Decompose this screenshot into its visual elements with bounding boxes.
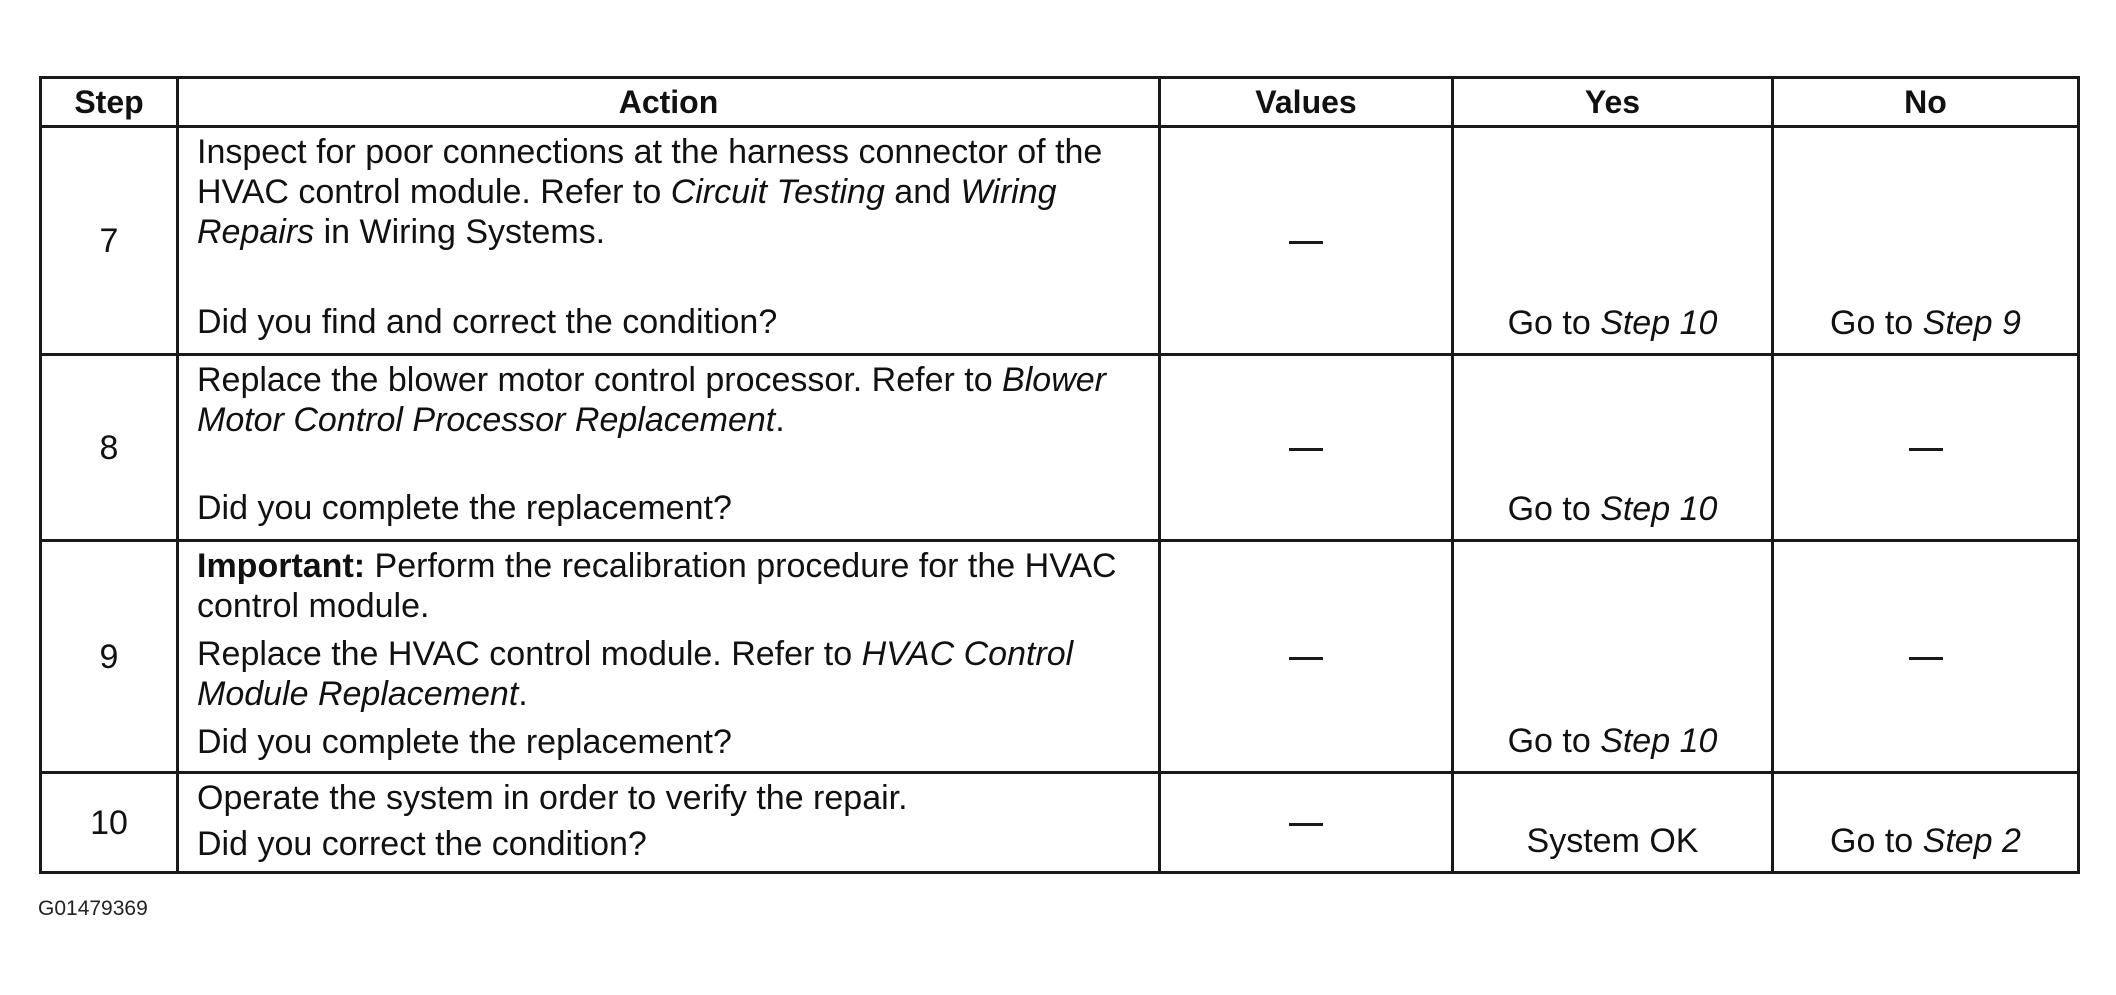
step-number: 8 bbox=[41, 355, 178, 541]
values-cell bbox=[1160, 773, 1453, 873]
yes-cell bbox=[1453, 541, 1773, 773]
table-row-step-9 bbox=[41, 541, 2079, 773]
instruction-text: . bbox=[518, 675, 528, 713]
table-row-step-8 bbox=[41, 355, 2079, 541]
reference-hvac-module-replacement[interactable]: HVAC Control Module Replacement bbox=[197, 635, 1074, 713]
yes-cell bbox=[1453, 355, 1773, 541]
action-instruction bbox=[197, 360, 1148, 440]
action-instruction: Operate the system in order to verify the repair. bbox=[197, 779, 908, 817]
no-cell bbox=[1773, 541, 2079, 773]
action-content bbox=[197, 542, 1148, 770]
dash-mark bbox=[1289, 448, 1323, 451]
action-content bbox=[197, 128, 1148, 352]
goto-step-link[interactable]: Step 10 bbox=[1600, 304, 1718, 342]
action-content bbox=[197, 356, 1148, 538]
action-instruction bbox=[197, 132, 1148, 252]
goto-step-link[interactable]: Step 9 bbox=[1922, 304, 2021, 342]
action-cell bbox=[178, 773, 1160, 873]
action-content bbox=[197, 774, 1148, 870]
reference-circuit-testing[interactable]: Circuit Testing bbox=[670, 173, 885, 211]
values-cell bbox=[1160, 127, 1453, 355]
goto-step-link[interactable]: Step 2 bbox=[1922, 822, 2021, 860]
dash-mark bbox=[1289, 823, 1323, 826]
reference-blower-motor-processor-replacement[interactable]: Blower Motor Control Processor Replacement bbox=[197, 361, 1106, 439]
diagnostic-table bbox=[39, 76, 2080, 874]
values-cell bbox=[1160, 541, 1453, 773]
instruction-text: Replace the HVAC control module. Refer to bbox=[197, 635, 862, 673]
important-label: Important: bbox=[197, 547, 366, 585]
action-question: Did you correct the condition? bbox=[197, 825, 647, 863]
action-instruction bbox=[197, 634, 1148, 714]
dash-mark bbox=[1909, 657, 1943, 660]
step-number: 10 bbox=[41, 773, 178, 873]
action-question: Did you complete the replacement? bbox=[197, 489, 732, 527]
instruction-text: in Wiring Systems. bbox=[314, 213, 606, 251]
dash-mark bbox=[1289, 241, 1323, 244]
goto-text: Go to bbox=[1507, 722, 1601, 760]
header-values: Values bbox=[1160, 78, 1453, 127]
dash-mark bbox=[1909, 448, 1943, 451]
values-cell bbox=[1160, 355, 1453, 541]
goto-step-link[interactable]: Step 10 bbox=[1600, 722, 1718, 760]
no-cell bbox=[1773, 773, 2079, 873]
action-cell bbox=[178, 355, 1160, 541]
step-number: 7 bbox=[41, 127, 178, 355]
header-action: Action bbox=[178, 78, 1160, 127]
header-step: Step bbox=[41, 78, 178, 127]
yes-cell: System OK bbox=[1453, 773, 1773, 873]
action-question: Did you complete the replacement? bbox=[197, 723, 732, 761]
yes-cell bbox=[1453, 127, 1773, 355]
goto-text: Go to bbox=[1507, 490, 1601, 528]
dash-mark bbox=[1289, 657, 1323, 660]
header-no: No bbox=[1773, 78, 2079, 127]
table-row-step-10 bbox=[41, 773, 2079, 873]
important-note bbox=[197, 546, 1148, 626]
action-question: Did you find and correct the condition? bbox=[197, 303, 778, 341]
no-cell bbox=[1773, 127, 2079, 355]
reference-wiring-repairs[interactable]: Wiring Repairs bbox=[197, 173, 1057, 251]
step-number: 9 bbox=[41, 541, 178, 773]
instruction-text: . bbox=[775, 401, 785, 439]
goto-text: Go to bbox=[1830, 304, 1923, 342]
no-cell bbox=[1773, 355, 2079, 541]
header-row bbox=[41, 78, 2079, 127]
instruction-text: Replace the blower motor control processor. Refer to bbox=[197, 361, 1003, 399]
goto-step-link[interactable]: Step 10 bbox=[1600, 490, 1718, 528]
action-cell bbox=[178, 127, 1160, 355]
instruction-text: and bbox=[884, 173, 961, 211]
important-text: Perform the recalibration procedure for the HVAC control module. bbox=[197, 547, 1117, 625]
figure-id: G01479369 bbox=[38, 897, 148, 920]
goto-text: Go to bbox=[1830, 822, 1923, 860]
instruction-text: Inspect for poor connections at the harness connector of the HVAC control module. Refer to bbox=[197, 133, 1103, 211]
header-yes: Yes bbox=[1453, 78, 1773, 127]
action-cell bbox=[178, 541, 1160, 773]
goto-text: Go to bbox=[1507, 304, 1601, 342]
table-row-step-7 bbox=[41, 127, 2079, 355]
